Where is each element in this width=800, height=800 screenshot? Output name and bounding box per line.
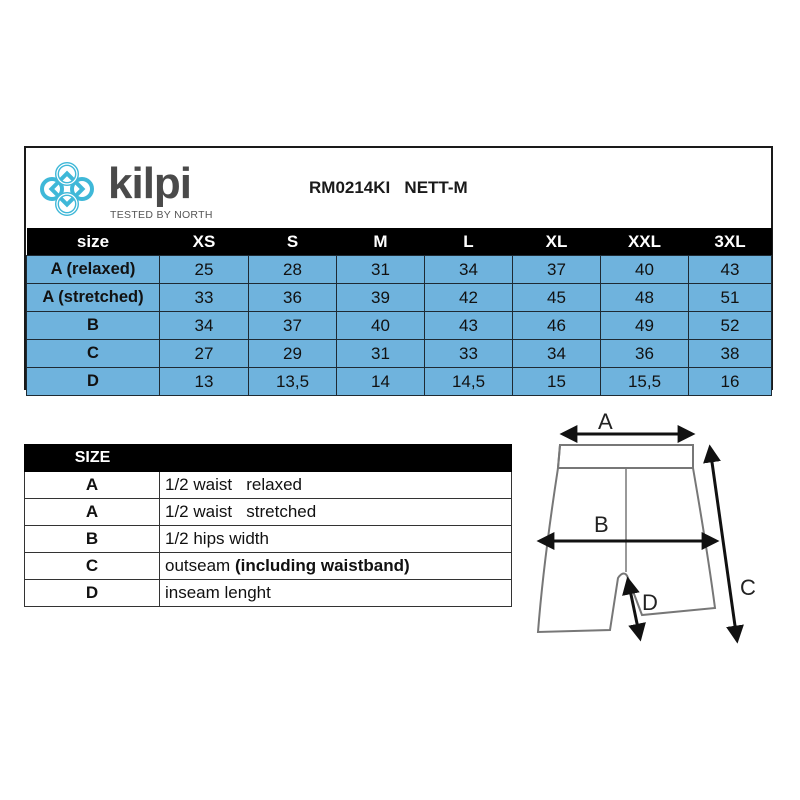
cell: 14 <box>337 368 425 396</box>
header-m: M <box>337 228 425 256</box>
legend-row <box>25 553 512 580</box>
cell: 13,5 <box>249 368 337 396</box>
cell: 33 <box>160 284 249 312</box>
cell: 29 <box>249 340 337 368</box>
cell: 42 <box>425 284 513 312</box>
size-chart <box>24 146 773 390</box>
legend-desc: 1/2 hips width <box>160 526 512 553</box>
shorts-outline <box>538 445 715 632</box>
cell: 16 <box>689 368 772 396</box>
brand-header <box>26 148 771 228</box>
header-xxl: XXL <box>601 228 689 256</box>
cell: 31 <box>337 256 425 284</box>
header-3xl: 3XL <box>689 228 772 256</box>
header-l: L <box>425 228 513 256</box>
size-grid <box>26 228 772 396</box>
cell: 37 <box>513 256 601 284</box>
row-label: D <box>27 368 160 396</box>
row-label: A (relaxed) <box>27 256 160 284</box>
row-label: A (stretched) <box>27 284 160 312</box>
legend-code: A <box>25 472 160 499</box>
cell: 39 <box>337 284 425 312</box>
table-row <box>27 368 772 396</box>
legend-code: A <box>25 499 160 526</box>
legend-code: C <box>25 553 160 580</box>
header-s: S <box>249 228 337 256</box>
cell: 43 <box>425 312 513 340</box>
cell: 27 <box>160 340 249 368</box>
measurement-legend <box>24 444 512 607</box>
cell: 33 <box>425 340 513 368</box>
legend-code: D <box>25 580 160 607</box>
cell: 31 <box>337 340 425 368</box>
row-label: C <box>27 340 160 368</box>
table-row <box>27 340 772 368</box>
legend-desc: outseam (including waistband) <box>160 553 512 580</box>
table-row <box>27 312 772 340</box>
cell: 43 <box>689 256 772 284</box>
header-xs: XS <box>160 228 249 256</box>
shorts-measurement-diagram <box>530 410 785 650</box>
brand-wordmark: kilpi <box>108 159 192 208</box>
measure-b-label: B <box>594 512 609 537</box>
cell: 28 <box>249 256 337 284</box>
table-row <box>27 284 772 312</box>
cell: 36 <box>601 340 689 368</box>
header-xl: XL <box>513 228 601 256</box>
cell: 34 <box>160 312 249 340</box>
cell: 40 <box>601 256 689 284</box>
legend-row <box>25 472 512 499</box>
legend-desc: inseam lenght <box>160 580 512 607</box>
header-size: size <box>27 228 160 256</box>
cell: 13 <box>160 368 249 396</box>
row-label: B <box>27 312 160 340</box>
cell: 15 <box>513 368 601 396</box>
cell: 46 <box>513 312 601 340</box>
cell: 49 <box>601 312 689 340</box>
legend-desc-bold: (including waistband) <box>234 556 410 575</box>
kilpi-knot-logo-icon <box>32 154 102 224</box>
legend-row <box>25 499 512 526</box>
cell: 48 <box>601 284 689 312</box>
cell: 45 <box>513 284 601 312</box>
cell: 34 <box>513 340 601 368</box>
legend-row <box>25 526 512 553</box>
cell: 34 <box>425 256 513 284</box>
legend-desc: 1/2 waist stretched <box>160 499 512 526</box>
measure-d-label: D <box>642 590 658 615</box>
cell: 36 <box>249 284 337 312</box>
legend-header-row <box>25 445 512 472</box>
legend-header: SIZE <box>74 449 111 466</box>
size-header-row <box>27 228 772 256</box>
legend-row <box>25 580 512 607</box>
table-row <box>27 256 772 284</box>
legend-desc: 1/2 waist relaxed <box>160 472 512 499</box>
cell: 38 <box>689 340 772 368</box>
measure-a-label: A <box>598 410 613 434</box>
cell: 14,5 <box>425 368 513 396</box>
measure-c-label: C <box>740 575 756 600</box>
brand-tagline: TESTED BY NORTH <box>110 209 213 221</box>
legend-code: B <box>25 526 160 553</box>
cell: 40 <box>337 312 425 340</box>
cell: 51 <box>689 284 772 312</box>
cell: 15,5 <box>601 368 689 396</box>
measure-c-arrow <box>710 448 737 640</box>
cell: 52 <box>689 312 772 340</box>
cell: 37 <box>249 312 337 340</box>
cell: 25 <box>160 256 249 284</box>
product-code: RM0214KI NETT-M <box>309 178 468 197</box>
